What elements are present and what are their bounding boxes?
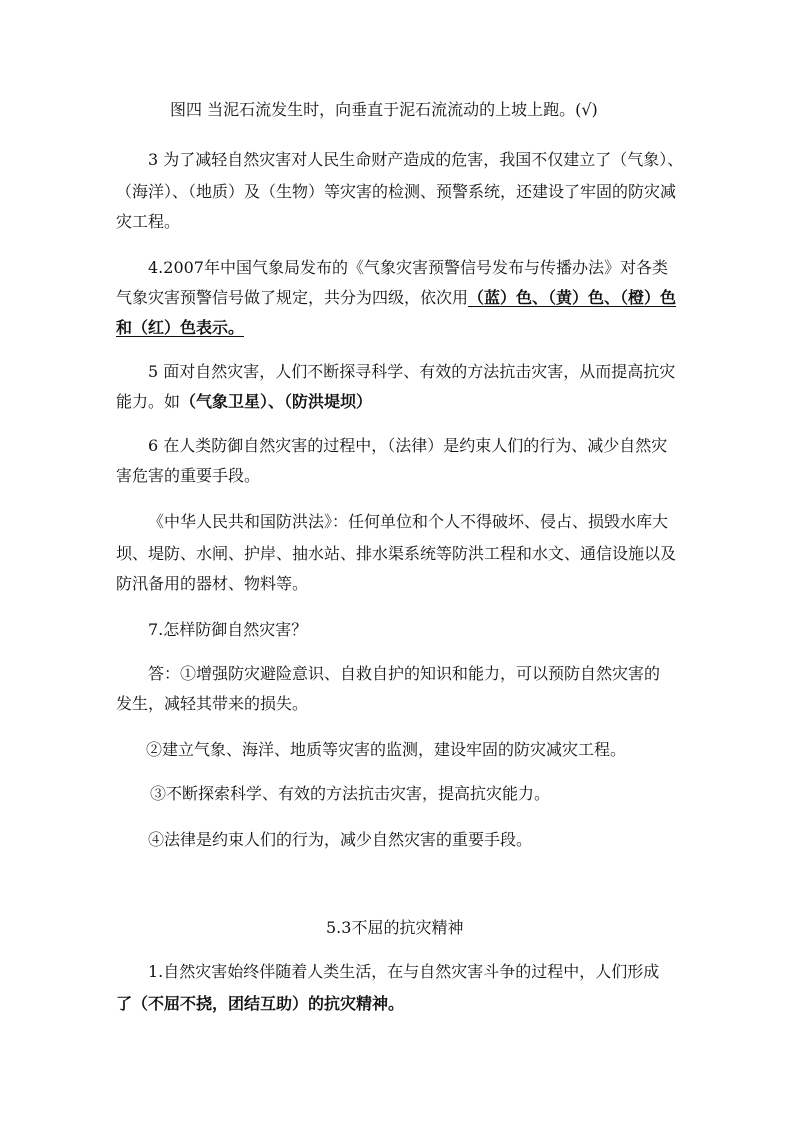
item3-line3: 灾工程。 [116, 212, 181, 231]
law-line3: 防汛备用的器材、物料等。 [116, 574, 309, 593]
item5-line2 [116, 392, 372, 412]
item5-answer: （气象卫星）、（防洪堤坝） [180, 392, 373, 411]
item4-line2 [116, 288, 676, 308]
fig4-answer: 图四 当泥石流发生时，向垂直于泥石流流动的上坡上跑。(√) [170, 100, 598, 119]
section-p1-line2-answer: 了（不屈不挠，团结互助）的抗灾精神。 [116, 994, 405, 1013]
item4-line1: 4.2007年中国气象局发布的《气象灾害预警信号发布与传播办法》对各类 [148, 258, 668, 277]
item7-answer3: ③不断探索科学、有效的方法抗击灾害，提高抗灾能力。 [150, 784, 551, 803]
law-line1: 《中华人民共和国防洪法》：任何单位和个人不得破坏、侵占、损毁水库大 [148, 512, 669, 531]
item7-question: 7.怎样防御自然灾害？ [148, 620, 308, 639]
item7-answer1-line1: 答：①增强防灾避险意识、自救自护的知识和能力，可以预防自然灾害的 [148, 664, 661, 683]
item3-line1: 3 为了减轻自然灾害对人民生命财产造成的危害，我国不仅建立了（气象）、 [148, 150, 684, 169]
law-line2: 坝、堤防、水闸、护岸、抽水站、排水渠系统等防洪工程和水文、通信设施以及 [116, 544, 677, 563]
item5-line1: 5 面对自然灾害，人们不断探寻科学、有效的方法抗击灾害，从而提高抗灾 [148, 362, 676, 381]
item6-line2: 害危害的重要手段。 [116, 466, 261, 485]
section-title: 5.3不屈的抗灾精神 [326, 918, 464, 937]
item3-line2: （海洋）、（地质）及（生物）等灾害的检测、预警系统，还建设了牢固的防灾减 [116, 182, 677, 201]
item4-line2-text: 气象灾害预警信号做了规定，共分为四级，依次用 [116, 288, 469, 307]
item6-line1: 6 在人类防御自然灾害的过程中，（法律）是约束人们的行为、减少自然灾 [148, 436, 668, 455]
item4-line3-answer: 和（红）色表示。 [116, 318, 245, 337]
item5-line2-text: 能力。如 [116, 392, 181, 411]
item7-answer2: ②建立气象、海洋、地质等灾害的监测，建设牢固的防灾减灾工程。 [146, 740, 627, 759]
item7-answer1-line2: 发生，减轻其带来的损失。 [116, 694, 309, 713]
item7-answer4: ④法律是约束人们的行为，减少自然灾害的重要手段。 [148, 830, 533, 849]
section-p1-line1: 1.自然灾害始终伴随着人类生活，在与自然灾害斗争的过程中，人们形成 [148, 962, 660, 981]
item4-colors-answer: （蓝）色、（黄）色、（橙）色 [468, 288, 677, 307]
